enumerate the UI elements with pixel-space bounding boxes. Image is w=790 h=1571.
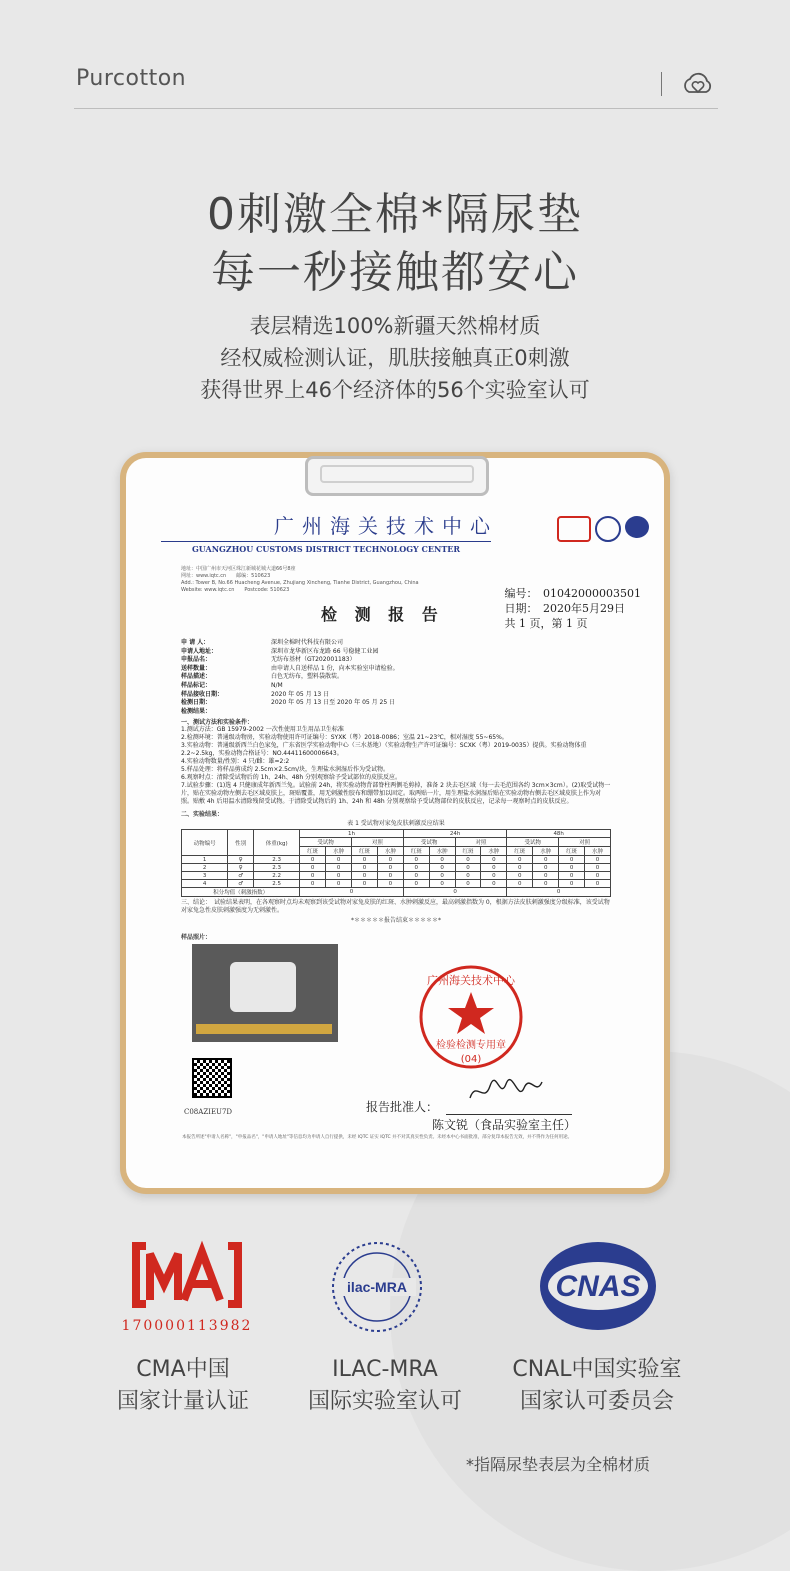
section-results: 二、实验结果： [181,811,224,819]
col-sub: 红斑 [455,847,481,856]
divider [661,72,662,96]
col-sub: 水肿 [533,847,559,856]
official-seal [416,962,526,1072]
cma-caption-line1: CMA中国 [136,1357,230,1382]
col-sub: 水肿 [377,847,403,856]
report-end: *＊＊＊＊＊报告结束＊＊＊＊＊* [350,917,441,925]
method-1: 1.测试方法：GB 15979-2002 一次性使用卫生用品卫生标准 [181,726,344,734]
col-group: 受试物 [300,838,352,847]
clipboard [120,452,670,1194]
method-7: 7.试验步骤：(1)选 4 只健康成年新西兰兔。试验前 24h，将实验动物背部脊柱两侧毛剪掉，准备 2 块去毛区域（每一去毛范围各约 3cm×3cm）。(2)取受试物一片，贴在实验动物左侧去毛区域皮肤上，斑贴覆盖，用无刺激性胶布和绷带加以固定。取两贴一片，用生理盐水润湿后贴在实验动物右侧去毛区域皮肤上作为对照。贴敷 4h 后用温水清除残留受试物。于清除受试物后的 1h、24h 和 48h 分别观察给予受试物部位的皮肤反应，记录每一观察时点的皮肤反应。 [181,782,611,806]
col-sub: 水肿 [481,847,507,856]
clipboard-clip [305,456,489,496]
report-title: 检 测 报 告 [321,605,444,624]
approve-label: 报告批准人： [366,1100,439,1114]
ruler [196,1024,332,1034]
table-row: 4 ♂ 2.5 0 0 0 0 0 0 0 0 0 0 0 0 [182,880,611,888]
field-row: 样品标记： N/M [181,681,283,689]
report-meta [505,586,641,631]
table-row: 1 ♀ 2.3 0 0 0 0 0 0 0 0 0 0 0 0 [182,856,611,864]
cloud-heart-icon[interactable] [680,66,716,102]
subtext-line-1: 表层精选100%新疆天然棉材质 [249,314,541,338]
cma-caption-line2: 国家计量认证 [116,1389,249,1414]
report-date: 日期： 2020年5月29日 [504,602,626,615]
headline-line-2: 每一秒接触都安心 [211,247,579,298]
ilac-caption-line1: ILAC-MRA [332,1357,438,1382]
col-sub: 水肿 [326,847,352,856]
col-time: 48h [507,830,611,838]
subtext-line-2: 经权威检测认证，肌肤接触真正0刺激 [220,346,570,370]
cnas-caption-line1: CNAL中国实验室 [512,1357,682,1382]
approver-name: 陈文锐（食品实验室主任） [432,1118,577,1132]
website-en: Website: www.iqtc.cn Postcode: 510623 [181,587,290,593]
report-footnote: 本报告所述"申请人名称"，"申报品名"，"申请人地址"等信息均为申请人自行提供，未经 IQTC 证实 IQTC 并不对其真实性负责。未经本中心书面批准，部分复印本报告无效，并不得作为任何用途。 [182,1135,573,1140]
report-fields [181,639,611,716]
stamp-number: (04) [460,1054,482,1065]
col-time: 24h [403,830,507,838]
col-sub: 红斑 [352,847,378,856]
report-pages: 共 1 页，第 1 页 [504,617,588,630]
field-row: 申报品名： 无纺布基材（GT20200118​3） [181,656,356,664]
col-group: 对照 [559,838,611,847]
results-table [181,829,611,897]
subtext-line-3: 获得世界上46个经济体的56个实验室认可 [200,378,590,402]
website: 网址：www.iqtc.cn 邮编：510623 [181,573,271,579]
method-6: 6.观察时点：清除受试物后的 1h、24h、48h 分别观察给予受试部位的皮肤反应。 [181,774,402,782]
col-group: 对照 [352,838,404,847]
stamp-org: 广州海关技术中心 [427,974,515,987]
section-methods: 一、测试方法和实验条件： [181,719,254,727]
field-row: 检测日期： 2020 年 05 月 13 日至 2020 年 05 月 25 日 [181,699,396,707]
col-group: 对照 [455,838,507,847]
cnas-mini-icon [625,516,649,538]
svg-text:CNAS: CNAS [555,1270,641,1303]
test-report-paper [126,458,664,1188]
headline-line-1: 0刺激全棉*隔尿垫 [207,189,583,240]
field-row: 送样数量： 由申请人自送样品 1 份，向本实验室申请检验。 [181,664,399,672]
col-time: 1h [300,830,404,838]
qr-code-icon [192,1058,232,1098]
ilac-mra-logo [330,1240,424,1334]
cma-number: 170000113982 [121,1318,253,1334]
photo-label: 样品照片： [181,934,212,942]
method-2: 2.检测环境：普通级动物房，实验动物使用许可证编号：SYXK（粤）2018-0086；室温 21~23℃，相对湿度 55~65%。 [181,734,508,742]
cma-logo [128,1240,246,1310]
method-4: 4.实验动物数量/性别：4 只/雌：雄=2:2 [181,758,290,766]
method-5: 5.样品处理：将样品剪成约 2.5cm×2.5cm/块，生理盐水润湿后作为受试物。 [181,766,390,774]
cma-mini-icon [557,516,591,542]
cnas-logo [538,1240,658,1332]
field-row: 申 请 人： 深圳全棉时代科技有限公司 [181,639,344,646]
col-group: 受试物 [507,838,559,847]
table-caption: 表 1 受试物对家兔皮肤刺激反应结果 [347,820,445,828]
method-3: 3.实验动物：普通级新西兰白色家兔，广东省医学实验动物中心（三水基地）（实验动物生产许可证编号：SCXK（粤）2019-0035）提供。实验动物体重 2.2~2.5kg，实验动物合格证号：NO.44411600006643。 [181,742,587,758]
ilac-mini-icon [595,516,621,542]
col-group: 受试物 [403,838,455,847]
org-name-cn: 广州海关技术中心 [274,514,498,538]
col-weight: 体重(kg) [254,830,300,856]
sample-photo [192,944,338,1042]
signature-line [446,1114,572,1115]
table-row: 2 ♀ 2.3 0 0 0 0 0 0 0 0 0 0 0 0 [182,864,611,872]
col-sub: 红斑 [300,847,326,856]
col-sex: 性别 [228,830,254,856]
col-animal: 动物编号 [182,830,228,856]
qr-code-text: C08AZIEU7D [184,1108,233,1116]
field-row: 检测结果： [181,707,212,715]
ilac-caption-line2: 国际实验室认可 [307,1389,462,1414]
table-row: 3 ♂ 2.2 0 0 0 0 0 0 0 0 0 0 0 0 [182,872,611,880]
stamp-subtext: 检验检测专用章 [436,1040,506,1051]
report-number: 编号： 01042000003501 [504,587,641,600]
field-row: 样品描述： 白色无纺布，塑料袋散装。 [181,673,344,681]
cnas-caption-line2: 国家认可委员会 [519,1389,674,1414]
material-note: *指隔尿垫表层为全棉材质 [466,1455,651,1474]
col-sub: 红斑 [403,847,429,856]
top-bar [74,60,718,109]
report-document [181,510,641,942]
conclusion: 三、结论： 试验结果表明，在各观察时点均未观察到该受试物对家兔皮肤的红斑、水肿刺激反应，最高刺激指数为 0，根据方法皮肤刺激强度分级标准，该受试物对家兔急性皮肤刺激强度为无刺激性。 [181,899,610,915]
col-sub: 红斑 [559,847,585,856]
sample-pad [230,962,296,1012]
address-en: Add.: Tower B, No.66 Huacheng Avenue, Zhujiang Xincheng, Tianhe District, Guangzhou, China [181,580,419,586]
field-row: 申请人地址： 深圳市龙华新区布龙路 66 号稳健工业园 [181,647,379,655]
accreditation-logos [557,516,649,542]
field-row: 样品接收日期： 2020 年 05 月 13 日 [181,690,330,698]
signature [466,1076,546,1106]
col-sub: 水肿 [429,847,455,856]
svg-text:ilac-MRA: ilac-MRA [347,1279,407,1295]
ilac-caption [280,1354,490,1418]
table-row: 积分均值（刺激指数） 0 0 0 [182,888,611,897]
org-name-en: GUANGZHOU CUSTOMS DISTRICT TECHNOLOGY CENTER [161,541,491,554]
col-sub: 水肿 [585,847,611,856]
brand-logo[interactable]: Purcotton [76,66,187,91]
col-sub: 红斑 [507,847,533,856]
cma-caption [78,1354,288,1418]
cnas-caption [492,1354,702,1418]
address-cn: 地址：中国广州市天河区珠江新城花城大道66号8座 [181,566,296,572]
